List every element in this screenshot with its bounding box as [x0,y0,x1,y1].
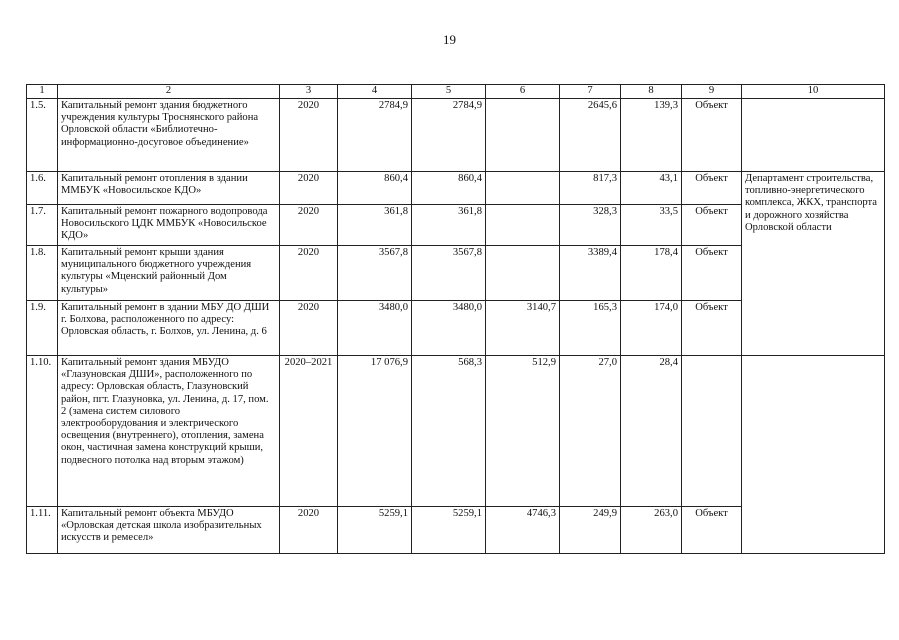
column-number: 8 [621,85,682,99]
row-year: 2020–2021 [280,356,338,507]
row-col5: 2784,9 [412,99,486,172]
row-description: Капитальный ремонт пожарного водопровода Новосильского ЦДК ММБУК «Новосильское КДО» [58,205,280,246]
column-number: 7 [560,85,621,99]
row-col5: 5259,1 [412,507,486,554]
row-col5: 361,8 [412,205,486,246]
row-number: 1.5. [27,99,58,172]
row-col8: 139,3 [621,99,682,172]
row-col8: 43,1 [621,172,682,205]
row-col4: 3480,0 [338,301,412,356]
row-year: 2020 [280,507,338,554]
row-col7: 249,9 [560,507,621,554]
row-col4: 3567,8 [338,246,412,301]
row-col5: 3567,8 [412,246,486,301]
row-col8: 33,5 [621,205,682,246]
row-col5: 568,3 [412,356,486,507]
department-cell: Департамент строительства, топливно-энергетического комплекса, ЖКХ, транспорта и дорожного хозяйства Орловской области [742,172,885,356]
row-col6 [486,246,560,301]
column-number-row [27,85,885,99]
row-year: 2020 [280,205,338,246]
column-number: 6 [486,85,560,99]
row-col7: 27,0 [560,356,621,507]
column-number: 2 [58,85,280,99]
column-number: 5 [412,85,486,99]
row-col9: Объект [682,99,742,172]
row-col6: 3140,7 [486,301,560,356]
row-col5: 3480,0 [412,301,486,356]
column-number: 3 [280,85,338,99]
row-description: Капитальный ремонт объекта МБУДО «Орловская детская школа изобразительных искусств и ремесел» [58,507,280,554]
table-row [27,99,885,172]
row-col8: 174,0 [621,301,682,356]
row-number: 1.10. [27,356,58,507]
row-year: 2020 [280,172,338,205]
row-number: 1.7. [27,205,58,246]
row-number: 1.6. [27,172,58,205]
row-col9: Объект [682,301,742,356]
row-col6 [486,172,560,205]
row-number: 1.11. [27,507,58,554]
row-number: 1.9. [27,301,58,356]
row-year: 2020 [280,301,338,356]
row-col4: 17 076,9 [338,356,412,507]
row-col6 [486,205,560,246]
program-table [26,84,885,554]
column-number: 10 [742,85,885,99]
table-row [27,172,885,205]
row-col10-empty [742,99,885,172]
row-col8: 263,0 [621,507,682,554]
row-col7: 817,3 [560,172,621,205]
row-col4: 860,4 [338,172,412,205]
row-col7: 328,3 [560,205,621,246]
row-description: Капитальный ремонт крыши здания муниципального бюджетного учреждения культуры «Мценский районный Дом культуры» [58,246,280,301]
column-number: 4 [338,85,412,99]
row-description: Капитальный ремонт отопления в здании ММБУК «Новосильское КДО» [58,172,280,205]
row-col5: 860,4 [412,172,486,205]
row-col6 [486,99,560,172]
row-col7: 165,3 [560,301,621,356]
row-col9 [682,356,742,507]
row-year: 2020 [280,99,338,172]
row-col8: 28,4 [621,356,682,507]
row-description: Капитальный ремонт в здании МБУ ДО ДШИ г. Болхова, расположенного по адресу: Орловская область, г. Болхов, ул. Ленина, д. 6 [58,301,280,356]
row-description: Капитальный ремонт здания МБУДО «Глазуновская ДШИ», расположенного по адресу: Орловская область, Глазуновский район, пгт. Глазуновка, ул. Ленина, д. 17, пом. 2 (замена систем силового электрооборудования и электрического освещения (внутреннего), отопления, замена окон, частичная замена конструкций крыши, подвесного потолка над вторым этажом) [58,356,280,507]
page-number: 19 [443,32,456,47]
row-col9: Объект [682,246,742,301]
row-col9: Объект [682,172,742,205]
row-col4: 5259,1 [338,507,412,554]
row-col9: Объект [682,507,742,554]
row-col8: 178,4 [621,246,682,301]
row-col10-empty [742,356,885,554]
row-col4: 361,8 [338,205,412,246]
row-year: 2020 [280,246,338,301]
row-number: 1.8. [27,246,58,301]
column-number: 9 [682,85,742,99]
row-col4: 2784,9 [338,99,412,172]
row-col7: 2645,6 [560,99,621,172]
table-row [27,356,885,507]
row-description: Капитальный ремонт здания бюджетного учреждения культуры Троснянского района Орловской области «Библиотечно-информационно-досуговое объединение» [58,99,280,172]
column-number: 1 [27,85,58,99]
row-col6: 512,9 [486,356,560,507]
row-col6: 4746,3 [486,507,560,554]
row-col7: 3389,4 [560,246,621,301]
row-col9: Объект [682,205,742,246]
